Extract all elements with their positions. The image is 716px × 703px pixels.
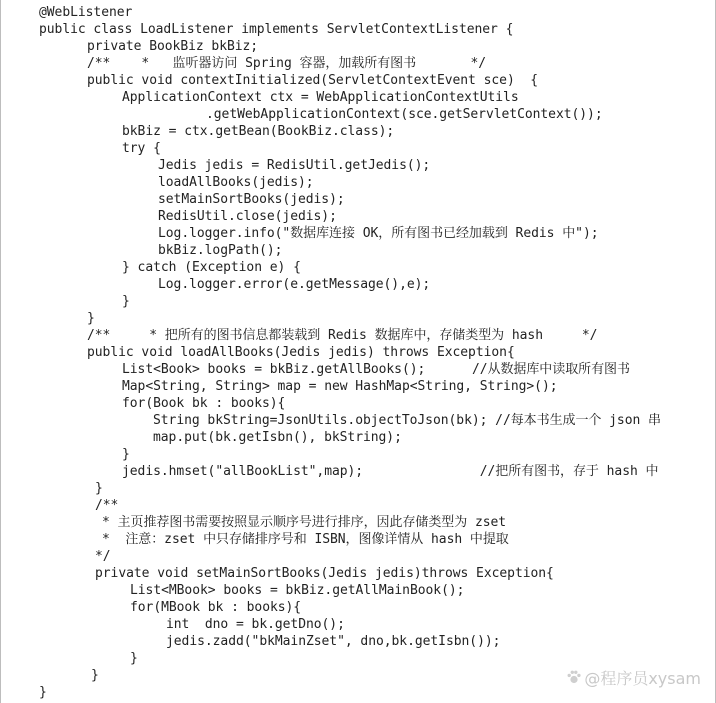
- code-line: jedis.zadd("bkMainZset", dno,bk.getIsbn());: [166, 634, 501, 649]
- code-line: /** * 把所有的图书信息都装载到 Redis 数据库中，存储类型为 hash */: [87, 328, 598, 343]
- code-line: bkBiz.logPath();: [158, 243, 283, 258]
- code-line: try {: [122, 141, 161, 156]
- code-line: int dno = bk.getDno();: [166, 617, 345, 632]
- code-line: }: [87, 311, 95, 326]
- code-line: Map<String, String> map = new HashMap<String, String>();: [122, 379, 558, 394]
- code-line: private void setMainSortBooks(Jedis jedis)throws Exception{: [95, 566, 554, 581]
- code-line: Jedis jedis = RedisUtil.getJedis();: [158, 158, 431, 173]
- code-line: map.put(bk.getIsbn(), bkString);: [153, 430, 402, 445]
- code-line: public void contextInitialized(ServletContextEvent sce) {: [87, 73, 539, 88]
- code-line: /**: [95, 498, 119, 513]
- code-line: private BookBiz bkBiz;: [87, 39, 259, 54]
- code-line: RedisUtil.close(jedis);: [158, 209, 337, 224]
- code-line: jedis.hmset("allBookList",map); //把所有图书，存于 hash 中: [122, 464, 659, 479]
- code-line: }: [122, 294, 130, 309]
- code-line: String bkString=JsonUtils.objectToJson(bk); //每本书生成一个 json 串: [153, 413, 661, 428]
- code-line: */: [95, 549, 111, 564]
- code-line: for(MBook bk : books){: [130, 600, 302, 615]
- code-line: } catch (Exception e) {: [122, 260, 301, 275]
- code-line: loadAllBooks(jedis);: [158, 175, 314, 190]
- code-line: bkBiz = ctx.getBean(BookBiz.class);: [122, 124, 395, 139]
- code-line: setMainSortBooks(jedis);: [158, 192, 345, 207]
- code-line: List<Book> books = bkBiz.getAllBooks(); //从数据库中读取所有图书: [122, 362, 630, 377]
- code-line: }: [91, 668, 99, 683]
- code-line: Log.logger.error(e.getMessage(),e);: [158, 277, 431, 292]
- code-line: }: [122, 447, 130, 462]
- code-line: List<MBook> books = bkBiz.getAllMainBook();: [130, 583, 465, 598]
- code-line: * 主页推荐图书需要按照显示顺序号进行排序，因此存储类型为 zset: [102, 515, 507, 530]
- code-line: .getWebApplicationContext(sce.getServletContext());: [206, 107, 603, 122]
- code-line: Log.logger.info("数据库连接 OK，所有图书已经加载到 Redis 中");: [158, 226, 599, 241]
- code-line: /** * 监听器访问 Spring 容器，加载所有图书 */: [87, 56, 487, 71]
- code-line: }: [130, 651, 138, 666]
- code-line: public void loadAllBooks(Jedis jedis) throws Exception{: [87, 345, 515, 360]
- code-line: @WebListener: [39, 5, 133, 20]
- code-line: * 注意：zset 中只存储排序号和 ISBN，图像详情从 hash 中提取: [102, 532, 509, 547]
- code-line: }: [39, 685, 47, 700]
- paw-logo-icon: [566, 669, 582, 689]
- watermark-text: @程序员xysam: [584, 668, 701, 688]
- code-line: }: [95, 481, 103, 496]
- code-line: for(Book bk : books){: [122, 396, 286, 411]
- code-line: public class LoadListener implements ServletContextListener {: [39, 22, 514, 37]
- code-line: ApplicationContext ctx = WebApplicationContextUtils: [122, 90, 519, 105]
- watermark: [566, 666, 701, 690]
